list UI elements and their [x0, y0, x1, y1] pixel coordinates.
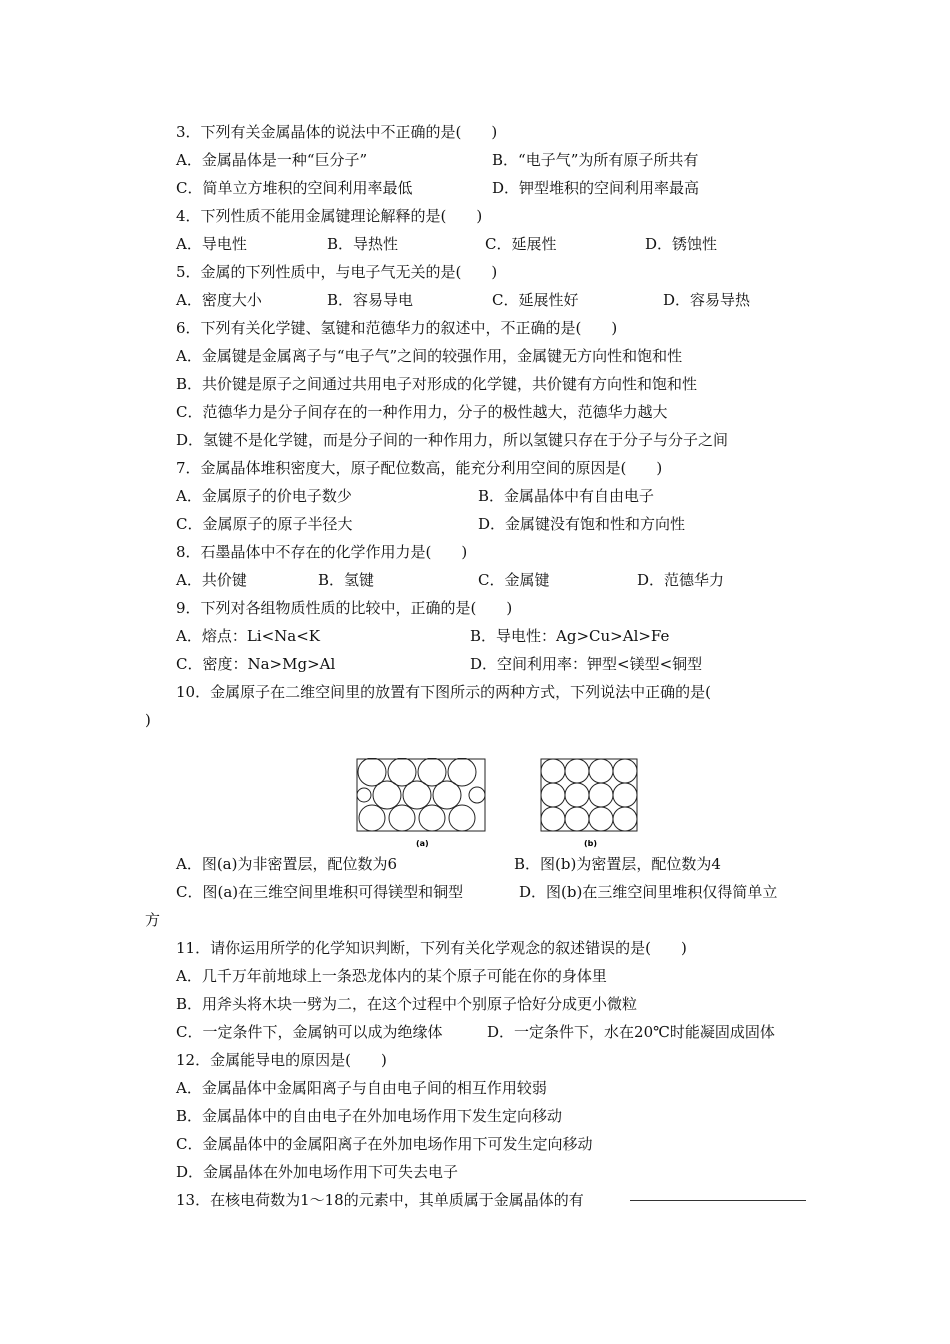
q4-option-a: A．导电性 — [176, 235, 247, 253]
question-9-stem: 9．下列对各组物质性质的比较中，正确的是( ) — [176, 599, 513, 617]
q8-option-b: B．氢键 — [318, 571, 375, 589]
q10-option-d: D．图(b)在三维空间里堆积仅得简单立 — [519, 883, 778, 901]
q4-option-b: B．导热性 — [327, 235, 399, 253]
question-13-stem: 13．在核电荷数为1～18的元素中，其单质属于金属晶体的有 — [176, 1191, 584, 1209]
figure-b-label: (b) — [584, 839, 598, 848]
figure-a-atoms — [357, 758, 485, 831]
question-7-stem: 7．金属晶体堆积密度大，原子配位数高，能充分利用空间的原因是( ) — [176, 459, 663, 477]
q8-option-d: D．范德华力 — [637, 571, 725, 589]
q7-option-d: D．金属键没有饱和性和方向性 — [478, 515, 686, 533]
question-12-stem: 12．金属能导电的原因是( ) — [176, 1051, 387, 1069]
q3-option-a: A．金属晶体是一种“巨分子” — [176, 151, 368, 169]
q9-option-c: C．密度：Na>Mg>Al — [176, 655, 336, 673]
question-5-stem: 5．金属的下列性质中，与电子气无关的是( ) — [176, 263, 498, 281]
q9-option-d: D．空间利用率：钾型<镁型<铜型 — [470, 655, 703, 673]
q6-option-d: D．氢键不是化学键，而是分子间的一种作用力，所以氢键只存在于分子与分子之间 — [176, 431, 729, 449]
figure-b-atoms — [541, 759, 637, 831]
figure-b-square-layer — [540, 758, 640, 850]
q6-option-a: A．金属键是金属离子与“电子气”之间的较强作用，金属键无方向性和饱和性 — [176, 347, 683, 365]
q9-option-b: B．导电性：Ag>Cu>Al>Fe — [470, 627, 670, 645]
question-11-stem: 11．请你运用所学的化学知识判断，下列有关化学观念的叙述错误的是( ) — [176, 939, 687, 957]
q12-option-a: A．金属晶体中金属阳离子与自由电子间的相互作用较弱 — [176, 1079, 547, 1097]
q10-option-c: C．图(a)在三维空间里堆积可得镁型和铜型 — [176, 883, 464, 901]
q3-option-c: C．简单立方堆积的空间利用率最低 — [176, 179, 413, 197]
q12-option-d: D．金属晶体在外加电场作用下可失去电子 — [176, 1163, 459, 1181]
question-10-stem: 10．金属原子在二维空间里的放置有下图所示的两种方式，下列说法中正确的是( — [176, 683, 711, 701]
q11-option-b: B．用斧头将木块一劈为二，在这个过程中个别原子恰好分成更小微粒 — [176, 995, 638, 1013]
q5-option-b: B．容易导电 — [327, 291, 414, 309]
figure-a-close-packed-layer — [356, 758, 488, 850]
q4-option-d: D．锈蚀性 — [645, 235, 718, 253]
q5-option-d: D．容易导热 — [663, 291, 751, 309]
q10-option-a: A．图(a)为非密置层，配位数为6 — [176, 855, 398, 873]
question-6-stem: 6．下列有关化学键、氢键和范德华力的叙述中，不正确的是( ) — [176, 319, 618, 337]
q5-option-a: A．密度大小 — [176, 291, 262, 309]
q11-option-a: A．几千万年前地球上一条恐龙体内的某个原子可能在你的身体里 — [176, 967, 607, 985]
q8-option-c: C．金属键 — [478, 571, 550, 589]
q3-option-d: D．钾型堆积的空间利用率最高 — [492, 179, 700, 197]
q6-option-c: C．范德华力是分子间存在的一种作用力，分子的极性越大，范德华力越大 — [176, 403, 668, 421]
question-4-stem: 4．下列性质不能用金属键理论解释的是( ) — [176, 207, 483, 225]
q10-option-b: B．图(b)为密置层，配位数为4 — [514, 855, 721, 873]
figure-a-label: (a) — [416, 839, 429, 848]
question-10-stem-continued: ) — [145, 711, 151, 729]
q3-option-b: B．“电子气”为所有原子所共有 — [492, 151, 699, 169]
figure-a-border — [357, 759, 485, 831]
q11-option-c: C．一定条件下，金属钠可以成为绝缘体 — [176, 1023, 443, 1041]
q7-option-a: A．金属原子的价电子数少 — [176, 487, 352, 505]
q9-option-a: A．熔点：Li<Na<K — [176, 627, 321, 645]
q7-option-b: B．金属晶体中有自由电子 — [478, 487, 655, 505]
question-3-stem: 3．下列有关金属晶体的说法中不正确的是( ) — [176, 123, 498, 141]
q10-option-d-continued: 方 — [145, 911, 161, 929]
answer-blank[interactable] — [630, 1200, 806, 1201]
q8-option-a: A．共价键 — [176, 571, 247, 589]
q5-option-c: C．延展性好 — [492, 291, 579, 309]
q7-option-c: C．金属原子的原子半径大 — [176, 515, 353, 533]
q12-option-b: B．金属晶体中的自由电子在外加电场作用下发生定向移动 — [176, 1107, 563, 1125]
question-8-stem: 8．石墨晶体中不存在的化学作用力是( ) — [176, 543, 468, 561]
q11-option-d: D．一定条件下，水在20℃时能凝固成固体 — [487, 1023, 775, 1041]
q6-option-b: B．共价键是原子之间通过共用电子对形成的化学键，共价键有方向性和饱和性 — [176, 375, 698, 393]
q12-option-c: C．金属晶体中的金属阳离子在外加电场作用下可发生定向移动 — [176, 1135, 593, 1153]
q4-option-c: C．延展性 — [485, 235, 557, 253]
